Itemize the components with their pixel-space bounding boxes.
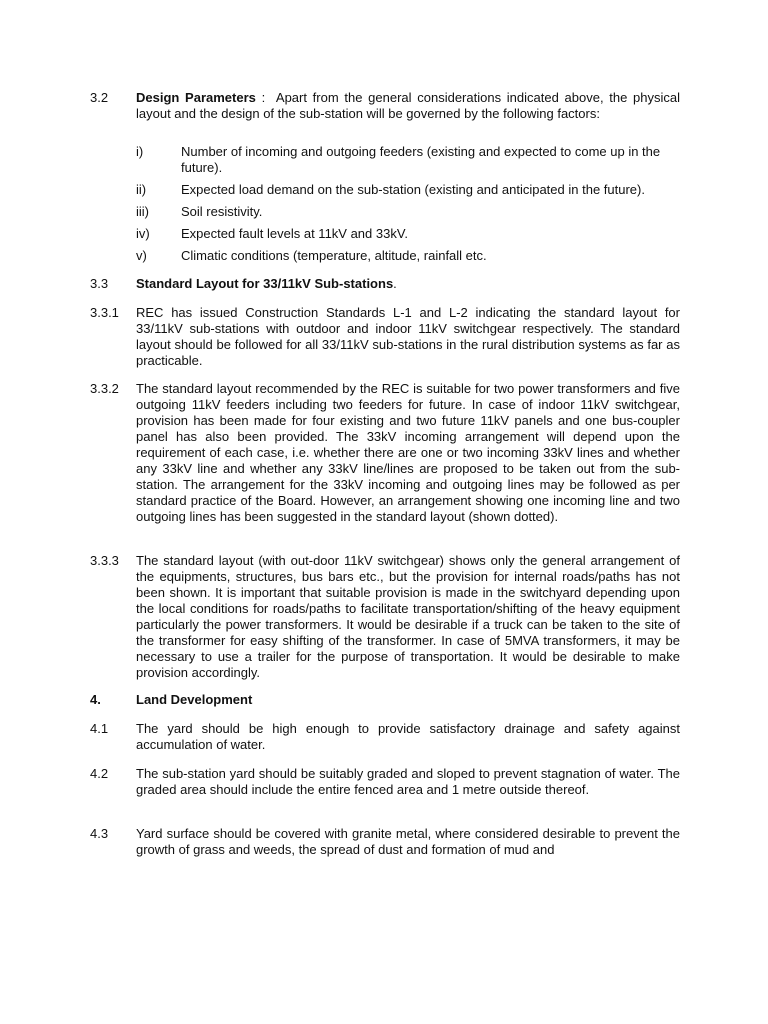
section-3-2 xyxy=(90,90,680,122)
section-4-2 xyxy=(90,766,680,798)
list-item xyxy=(136,204,680,220)
section-3-3-3 xyxy=(90,553,680,681)
list-item-text: Expected fault levels at 11kV and 33kV. xyxy=(181,226,408,241)
list-item xyxy=(136,226,680,242)
section-4 xyxy=(90,692,680,708)
section-number: 4.3 xyxy=(90,826,109,841)
paragraph-text: Apart from the general considerations indicated above, the physical layout and the design of the sub-station will be governed by the following factors: xyxy=(136,90,681,121)
section-number: 3.3.2 xyxy=(90,381,119,396)
list-item-number: i) xyxy=(136,144,144,159)
heading-period: . xyxy=(393,276,397,291)
section-number: 3.3.3 xyxy=(90,553,119,568)
list-item xyxy=(136,144,680,176)
list-item-number: iv) xyxy=(136,226,150,241)
section-number: 4.2 xyxy=(90,766,109,781)
list-item-number: ii) xyxy=(136,182,147,197)
section-number: 3.2 xyxy=(90,90,109,105)
section-title: Standard Layout for 33/11kV Sub-stations xyxy=(136,276,394,291)
paragraph-text: The standard layout (with out-door 11kV switchgear) shows only the general arrangement of the equipments, structures, bus bars etc., but the provision for internal roads/paths has not been shown. It is important that suitable provision is made in the switchyard depending upon the local conditions for roads/paths to facilitate transportation/shifting of the heavy equipment particularly the power transformers. It would be desirable if a truck can be taken to the site of the transformer for easy shifting of the transformer. In case of 5MVA transformers, it may be necessary to use a trailer for the purpose of transportation. It would be desirable to make provision accordingly. xyxy=(136,553,680,680)
paragraph-text: The sub-station yard should be suitably graded and sloped to prevent stagnation of water. The graded area should include the entire fenced area and 1 metre outside thereof. xyxy=(136,766,680,797)
list-item-text: Expected load demand on the sub-station (existing and anticipated in the future). xyxy=(181,182,645,197)
list-item xyxy=(136,248,680,264)
section-number: 3.3 xyxy=(90,276,109,291)
list-item-number: v) xyxy=(136,248,147,263)
section-heading xyxy=(136,276,680,292)
paragraph-text: REC has issued Construction Standards L-1 and L-2 indicating the standard layout for 33/11kV sub-stations with outdoor and indoor 11kV switchgear respectively. The standard layout should be followed for all 33/11kV sub-stations in the rural distribution systems as far as practicable. xyxy=(136,305,680,368)
section-title: Design Parameters xyxy=(136,90,256,105)
section-number: 3.3.1 xyxy=(90,305,119,320)
section-3-3-1 xyxy=(90,305,680,369)
section-body xyxy=(136,90,680,122)
title-separator: : xyxy=(255,90,276,105)
list-item-text: Climatic conditions (temperature, altitude, rainfall etc. xyxy=(181,248,487,263)
list-item-text: Soil resistivity. xyxy=(181,204,263,219)
section-title: Land Development xyxy=(136,692,253,707)
section-number: 4. xyxy=(90,692,101,707)
paragraph-text: Yard surface should be covered with granite metal, where considered desirable to prevent the growth of grass and weeds, the spread of dust and formation of mud and xyxy=(136,826,680,857)
list-item-text: Number of incoming and outgoing feeders (existing and expected to come up in the future). xyxy=(181,144,661,175)
section-number: 4.1 xyxy=(90,721,109,736)
section-4-3 xyxy=(90,826,680,858)
list-item-number: iii) xyxy=(136,204,149,219)
section-4-1 xyxy=(90,721,680,753)
paragraph-text: The standard layout recommended by the REC is suitable for two power transformers and five outgoing 11kV feeders including two feeders for future. In case of indoor 11kV switchgear, provision has been made for four existing and two future 11kV panels and one bus-coupler panel has also been provided. The 33kV incoming arrangement will depend upon the requirement of each case, i.e. whether there are one or two incoming 33kV lines and whether any 33kV line and whether any 33kV line/lines are proposed to be taken out from the sub-station. The arrangement for the 33kV incoming and outgoing lines may be followed as per standard practice of the Board. However, an arrangement showing one incoming line and two outgoing lines has been suggested in the standard layout (shown dotted). xyxy=(136,381,680,524)
section-3-3-2 xyxy=(90,381,680,525)
paragraph-text: The yard should be high enough to provide satisfactory drainage and safety against accumulation of water. xyxy=(136,721,680,752)
list-item xyxy=(136,182,680,198)
section-3-3 xyxy=(90,276,680,292)
